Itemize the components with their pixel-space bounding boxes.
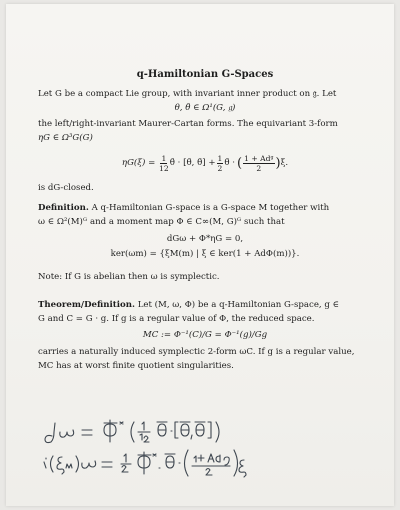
theorem-text-1: Let (M, ω, Φ) be a q-Hamiltonian G-space, g ∈ xyxy=(134,300,339,310)
frac2-den: 2 xyxy=(217,163,223,173)
document-page xyxy=(6,4,394,506)
handwritten-notes xyxy=(38,4,372,510)
theorem-line-4: MC has at worst finite quotient singularities. xyxy=(38,361,234,371)
note-line: Note: If G is abelian then ω is symplectic. xyxy=(38,272,220,282)
maurer-cartan-formula: θ, θ̄ ∈ Ω¹(G, 𝔤) xyxy=(174,103,236,113)
theorem-label: Theorem/Definition. xyxy=(38,300,135,310)
definition-equation-1: dGω + Φ*ηG = 0, xyxy=(166,234,244,244)
frac2-num: 1 xyxy=(217,153,223,163)
intro-line-1: Let G be a compact Lie group, with invariant inner product on 𝔤. Let xyxy=(38,89,337,99)
definition-line-2: ω ∈ Ω²(M)ᴳ and a moment map Φ ∈ C∞(M, G)ᴳ such that xyxy=(38,217,285,227)
frac1-den: 12 xyxy=(159,163,169,173)
eta-end: ξ. xyxy=(280,157,289,168)
page-title: q-Hamiltonian G-Spaces xyxy=(136,69,274,80)
definition-equation-2: ker(ωm) = {ξM(m) | ξ ∈ ker(1 + AdΦ(m))}. xyxy=(110,249,300,259)
definition-label: Definition. xyxy=(38,203,89,213)
frac1-num: 1 xyxy=(161,153,167,163)
paren-close: ) xyxy=(275,155,281,171)
paren-open: ( xyxy=(237,155,243,171)
theorem-equation: MC := Φ⁻¹(C)/G = Φ⁻¹(g)/Gg xyxy=(142,330,268,340)
eta-lhs: ηG(ξ) = xyxy=(121,157,156,168)
handwritten-equation-2 xyxy=(44,450,246,477)
handwritten-equation-1 xyxy=(45,420,219,443)
eta-mid-2: θ̄ · xyxy=(224,157,236,168)
intro-line-3: ηG ∈ Ω³G(G) xyxy=(38,133,93,143)
theorem-line-2: G and C = G · g. If g is a regular value of Φ, the reduced space. xyxy=(38,314,315,324)
intro-line-2: the left/right-invariant Maurer-Cartan forms. The equivariant 3-form xyxy=(38,119,338,129)
closed-line: is dG-closed. xyxy=(38,183,94,193)
definition-text-1: A q-Hamiltonian G-space is a G-space M together with xyxy=(88,203,330,213)
eta-mid: θ̄ · [θ̄, θ̄] + xyxy=(169,157,216,168)
frac3-den: 2 xyxy=(256,163,262,173)
frac3-num: 1 + Adᵍ xyxy=(244,153,274,163)
theorem-line-3: carries a naturally induced symplectic 2-form ωC. If g is a regular value, xyxy=(38,347,355,357)
